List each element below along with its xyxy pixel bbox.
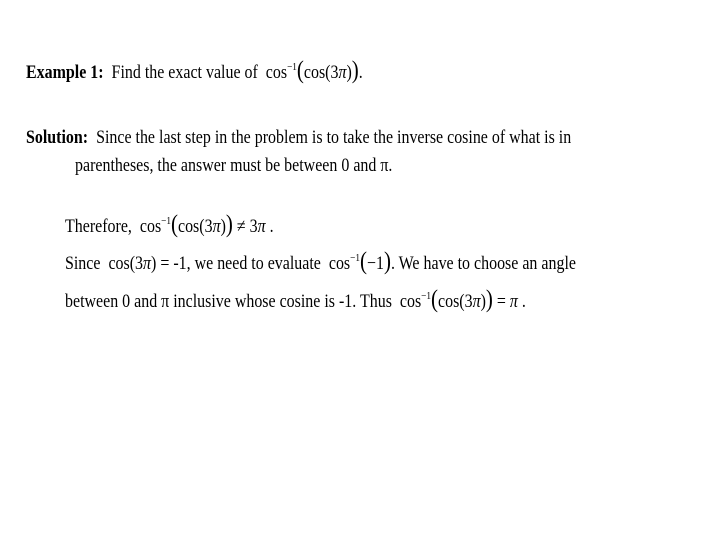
solution-text-1: Since the last step in the problem is to take the inverse cosine of what is in [96, 127, 572, 148]
solution-line-1 [26, 126, 571, 150]
example-heading: Example 1: Find the exact value of $\cos^{-1}(\cos(3\pi))$. [26, 57, 363, 84]
example-label: Example 1: [26, 62, 104, 83]
therefore-line: Therefore, $\cos^{-1}(\cos(3\pi)) \ne 3\pi$ . [65, 211, 274, 238]
between-line: between 0 and π inclusive whose cosine is -1. Thus $\cos^{-1}(\cos(3\pi)) = \pi$ . [65, 286, 526, 313]
solution-text-2: parentheses, the answer must be between 0 and π. [75, 155, 393, 176]
solution-label: Solution: [26, 127, 89, 148]
solution-line-2 [75, 154, 392, 178]
therefore-expression: $\cos^{-1}(\cos(3\pi))$ [139, 211, 233, 238]
since-expression: $\cos^{-1}(-1)$ [328, 248, 391, 275]
since-line: Since cos(3π) = -1, we need to evaluate $\cos^{-1}(-1)$. We have to choose an angle [65, 248, 576, 275]
example-prompt: Find the exact value of [111, 62, 258, 83]
example-expression: $\cos^{-1}(\cos(3\pi))$ [265, 57, 359, 84]
thus-expression: $\cos^{-1}(\cos(3\pi))$ [399, 286, 493, 313]
